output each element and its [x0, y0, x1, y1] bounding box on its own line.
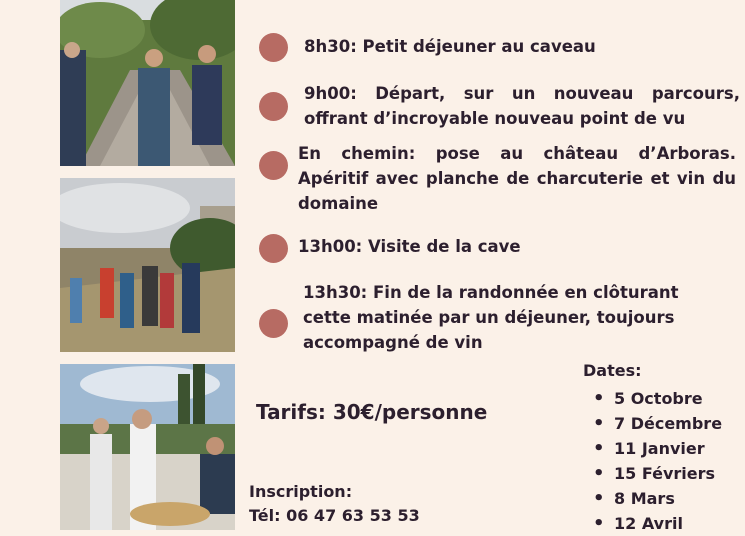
program-text: 8h30: Petit déjeuner au caveau: [304, 37, 596, 56]
bullet-circle-icon: [259, 151, 288, 180]
date-item: • 7 Décembre: [593, 411, 722, 436]
program-text: 13h00: Visite de la cave: [298, 237, 521, 256]
inscription-block: [249, 480, 420, 528]
bullet-circle-icon: [259, 92, 288, 121]
bullet-circle-icon: [259, 33, 288, 62]
photo-group-hiking: [60, 178, 235, 352]
program-text: 13h30: Fin de la randonnée en clôturant cette matinée par un déjeuner, toujours accompagné de vin: [303, 283, 679, 352]
photo-hikers-path: [60, 0, 235, 166]
date-item: • 15 Févriers: [593, 461, 722, 486]
dates-list: [593, 386, 722, 536]
bullet-circle-icon: [259, 234, 288, 263]
inscription-label: Inscription:: [249, 482, 353, 501]
photo-lunch-table: [60, 364, 235, 530]
dates-title: Dates:: [583, 361, 642, 380]
date-item: • 12 Avril: [593, 511, 722, 536]
date-item: • 8 Mars: [593, 486, 722, 511]
inscription-phone: Tél: 06 47 63 53 53: [249, 506, 420, 525]
program-text: 9h00: Départ, sur un nouveau parcours, offrant d’incroyable nouveau point de vu: [304, 84, 740, 128]
tarifs: Tarifs: 30€/personne: [256, 400, 488, 424]
program-text: En chemin: pose au château d’Arboras. Apéritif avec planche de charcuterie et vin du domaine: [298, 144, 736, 213]
date-item: • 5 Octobre: [593, 386, 722, 411]
date-item: • 11 Janvier: [593, 436, 722, 461]
bullet-circle-icon: [259, 309, 288, 338]
